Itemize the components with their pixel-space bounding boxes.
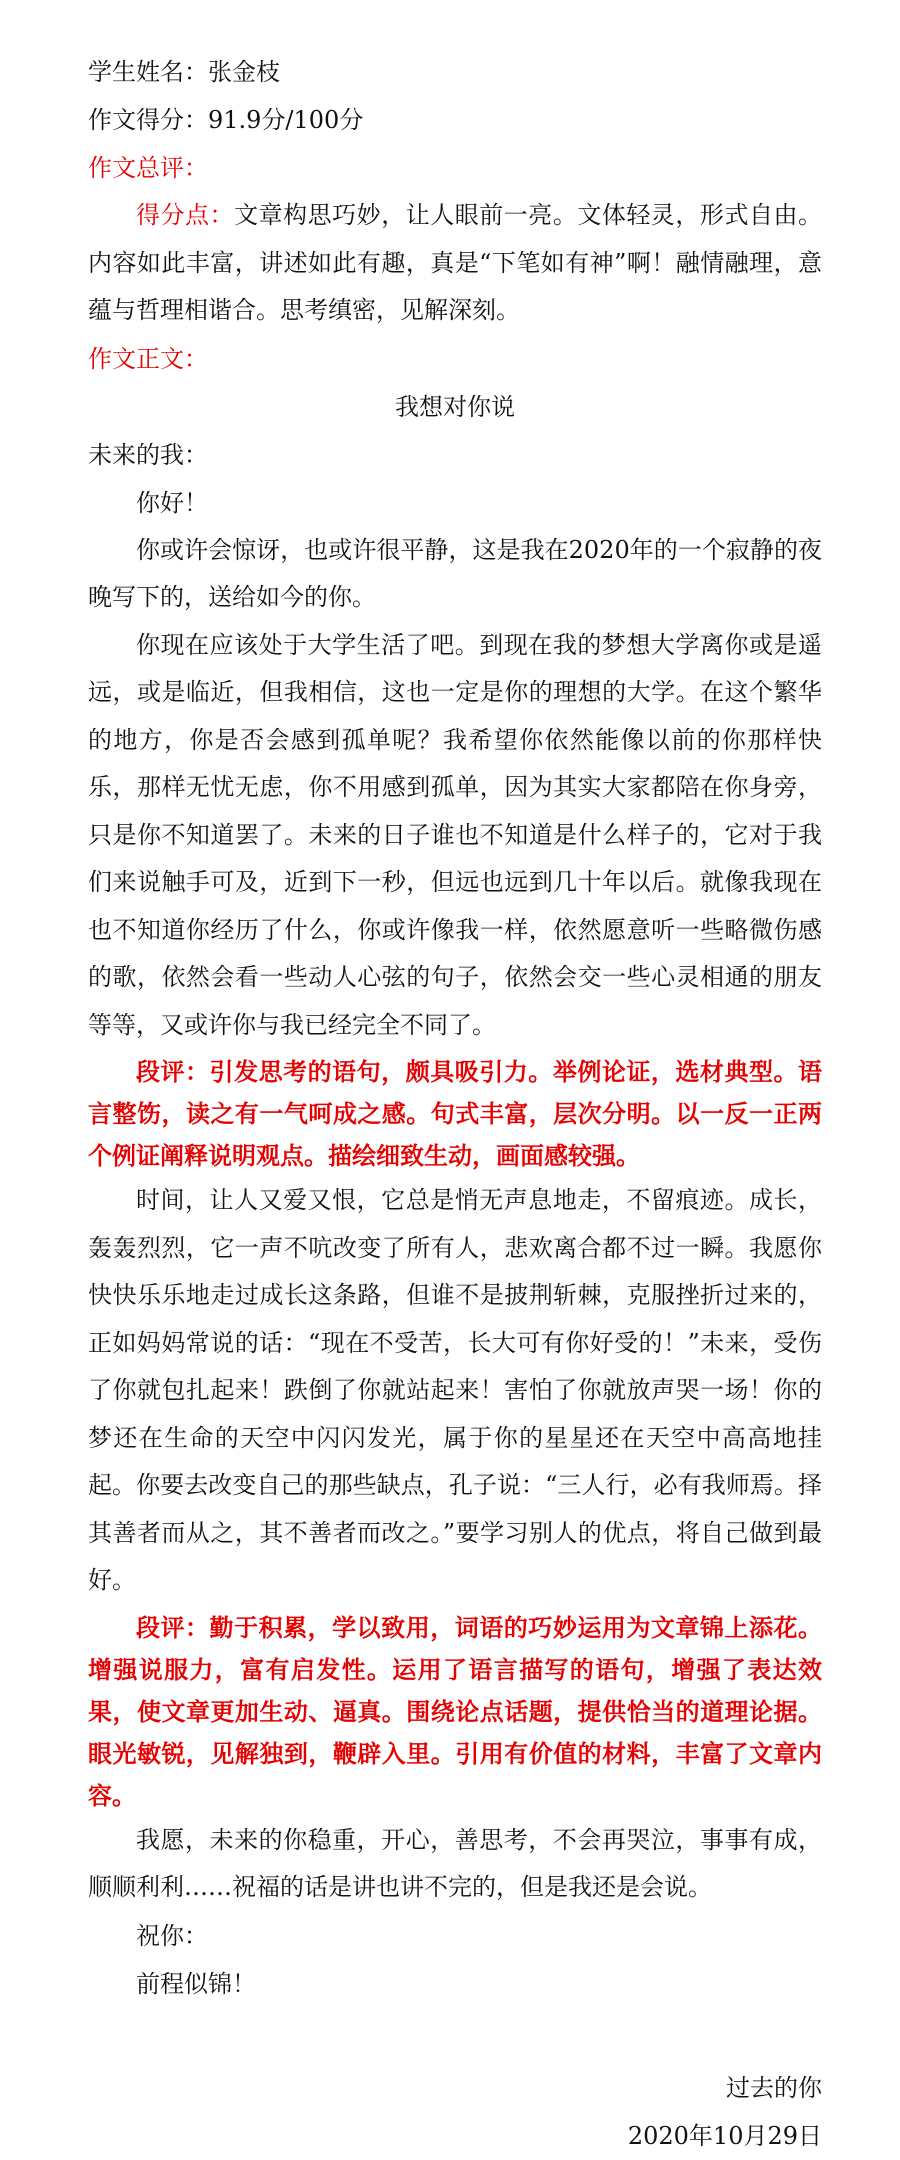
essay-date: 2020年10月29日 (627, 2121, 822, 2150)
paragraph-comment-2: 段评：勤于积累，学以致用，词语的巧妙运用为文章锦上添花。增强说服力，富有启发性。运用了语言描写的语句，增强了表达效果，使文章更加生动、逼真。围绕论点话题，提供恰当的道理论据。眼光敏锐，见解独到，鞭辟入里。引用有价值的材料，丰富了文章内容。 (88, 1612, 822, 1810)
essay-greeting: 你好！ (136, 488, 208, 517)
essay-paragraph-3: 时间，让人又爱又恨，它总是悄无声息地走，不留痕迹。成长，轰轰烈烈，它一声不吭改变了所有人，悲欢离合都不过一瞬。我愿你快快乐乐地走过成长这条路，但谁不是披荆斩棘，克服挫折过来的，正如妈妈常说的话：“现在不受苦，长大可有你好受的！”未来，受伤了你就包扎起来！跌倒了你就站起来！害怕了你就放声哭一场！你的梦还在生命的天空中闪闪发光，属于你的星星还在天空中高高地挂起。你要去改变自己的那些缺点，孔子说：“三人行，必有我师焉。择其善者而从之，其不善者而改之。”要学习别人的优点，将自己做到最好。 (88, 1186, 822, 1594)
score-line (88, 96, 822, 144)
score-label: 作文得分： (88, 106, 208, 134)
closing-blessing: 前程似锦！ (136, 1969, 256, 1998)
score-points-label: 得分点： (136, 201, 235, 229)
score-value: 91.9分/100分 (208, 106, 364, 134)
student-name-line (88, 48, 822, 96)
essay-paragraph-1: 你或许会惊讶，也或许很平静，这是我在2020年的一个寂静的夜晚写下的，送给如今的你。 (88, 535, 822, 611)
overall-comment-paragraph (88, 192, 822, 335)
essay-title: 我想对你说 (395, 392, 515, 421)
student-name-value: 张金枝 (208, 58, 280, 86)
closing-wish: 祝你： (136, 1921, 208, 1950)
signature: 过去的你 (726, 2073, 822, 2102)
score-points-text: 文章构思巧妙，让人眼前一亮。文体轻灵，形式自由。内容如此丰富，讲述如此有趣，真是“下笔如有神”啊！融情融理，意蕴与哲理相谐合。思考缜密，见解深刻。 (88, 201, 823, 324)
student-name-label: 学生姓名： (88, 58, 208, 86)
essay-paragraph-2: 你现在应该处于大学生活了吧。到现在我的梦想大学离你或是遥远，或是临近，但我相信，这也一定是你的理想的大学。在这个繁华的地方，你是否会感到孤单呢？我希望你依然能像以前的你那样快乐，那样无忧无虑，你不用感到孤单，因为其实大家都陪在你身旁，只是你不知道罢了。未来的日子谁也不知道是什么样子的，它对于我们来说触手可及，近到下一秒，但远也远到几十年以后。就像我现在也不知道你经历了什么，你或许像我一样，依然愿意听一些略微伤感的歌，依然会看一些动人心弦的句子，依然会交一些心灵相通的朋友等等，又或许你与我已经完全不同了。 (88, 630, 822, 1039)
overall-comment-heading: 作文总评： (88, 154, 208, 182)
paragraph-comment-1: 段评：引发思考的语句，颇具吸引力。举例论证，选材典型。语言整饬，读之有一气呵成之感。句式丰富，层次分明。以一反一正两个例证阐释说明观点。描绘细致生动，画面感较强。 (88, 1057, 822, 1170)
essay-body-heading: 作文正文： (88, 344, 208, 373)
essay-paragraph-4: 我愿，未来的你稳重，开心，善思考，不会再哭泣，事事有成，顺顺利利……祝福的话是讲也讲不完的，但是我还是会说。 (88, 1825, 822, 1901)
essay-salutation: 未来的我： (88, 440, 208, 469)
